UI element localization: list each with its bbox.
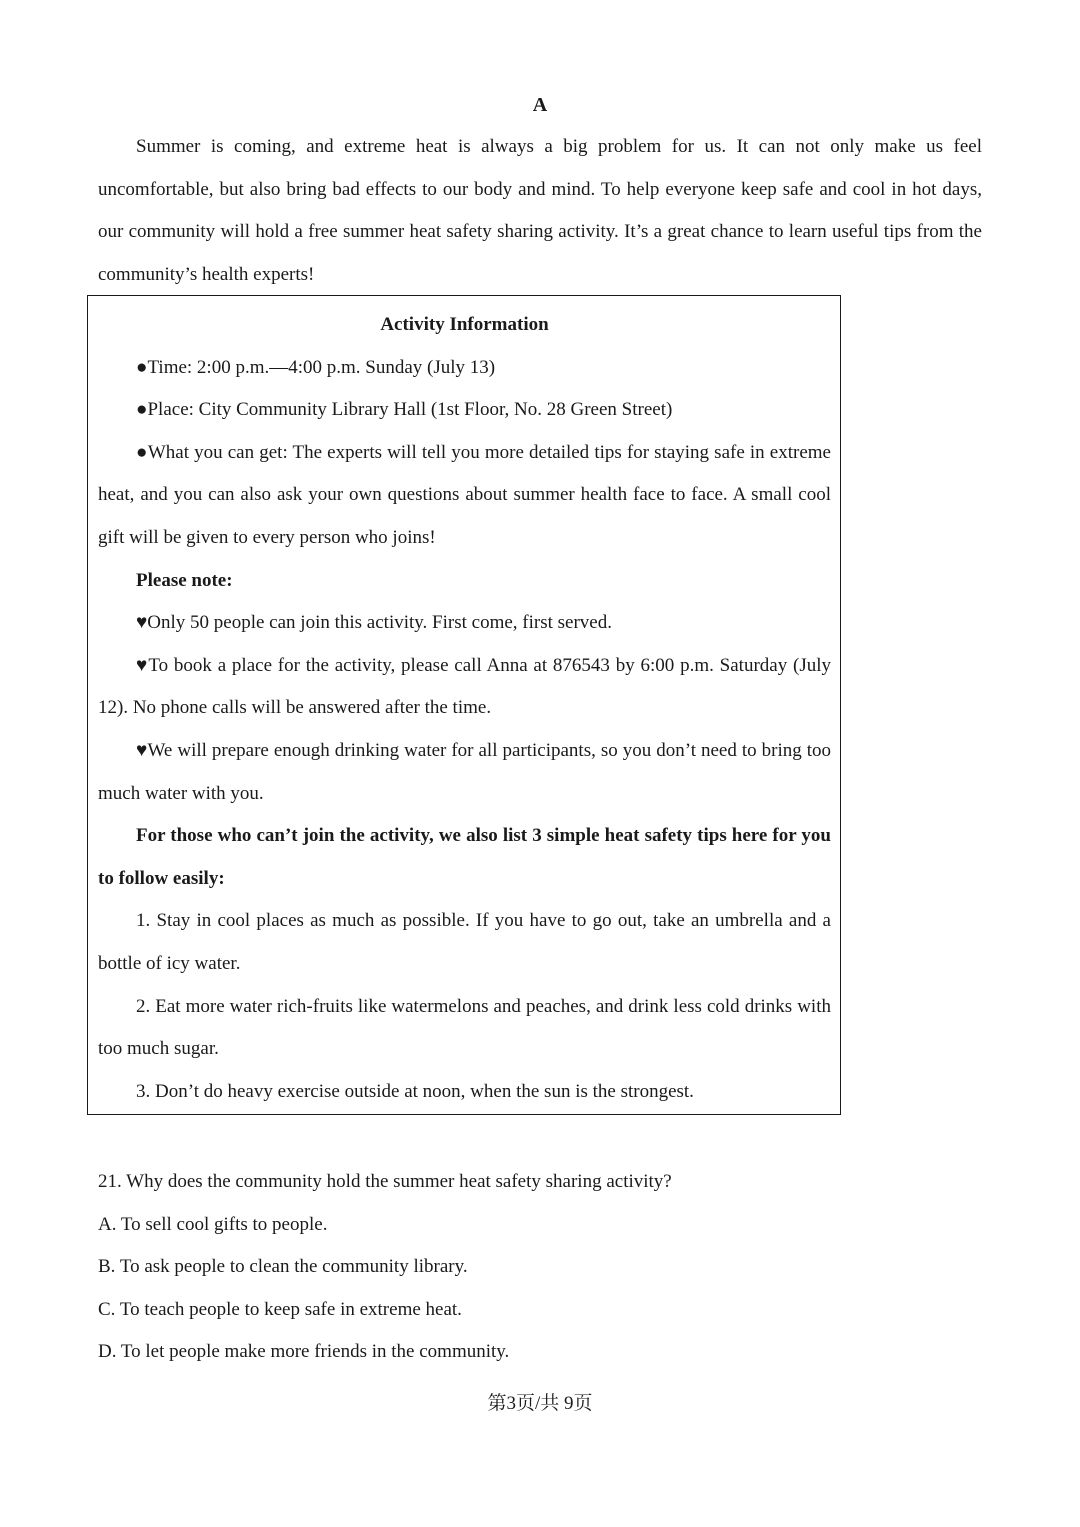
question-21	[98, 1161, 982, 1374]
note-item: ♥We will prepare enough drinking water for all participants, so you don’t need to bring too much water with you.	[98, 739, 831, 804]
answer-option-d: D. To let people make more friends in the community.	[98, 1341, 510, 1362]
section-heading: A	[532, 94, 548, 116]
page-number-footer: 第3页/共 9页	[487, 1393, 593, 1414]
question-stem: 21. Why does the community hold the summer heat safety sharing activity?	[98, 1171, 672, 1192]
activity-info-box	[87, 295, 841, 1115]
benefit-item: ●What you can get: The experts will tell you more detailed tips for staying safe in extreme heat, and you can also ask your own questions about summer health face to face. A small cool gift will be given to every person who joins!	[98, 441, 831, 548]
box-title: Activity Information	[380, 314, 549, 335]
activity-info-content	[98, 304, 831, 1113]
note-heading: Please note:	[136, 569, 233, 591]
note-item: ♥Only 50 people can join this activity. First come, first served.	[136, 612, 612, 634]
tip-item: 1. Stay in cool places as much as possible. If you have to go out, take an umbrella and a bottle of icy water.	[98, 910, 831, 974]
place-item: ●Place: City Community Library Hall (1st Floor, No. 28 Green Street)	[136, 399, 673, 421]
tips-heading: For those who can’t join the activity, we also list 3 simple heat safety tips here for you to follow easily:	[98, 825, 831, 889]
time-item: ●Time: 2:00 p.m.—4:00 p.m. Sunday (July 13)	[136, 356, 496, 378]
intro-paragraph: Summer is coming, and extreme heat is always a big problem for us. It can not only make us feel uncomfortable, but also bring bad effects to our body and mind. To help everyone keep safe and cool in hot days, our community will hold a free summer heat safety sharing activity. It’s a great chance to learn useful tips from the community’s health experts!	[98, 136, 982, 285]
answer-option-b: B. To ask people to clean the community library.	[98, 1256, 468, 1277]
answer-option-c: C. To teach people to keep safe in extreme heat.	[98, 1298, 462, 1320]
note-item: ♥To book a place for the activity, please call Anna at 876543 by 6:00 p.m. Saturday (July 12). No phone calls will be answered after the time.	[98, 654, 831, 719]
tip-item: 2. Eat more water rich-fruits like watermelons and peaches, and drink less cold drinks with too much sugar.	[98, 995, 831, 1060]
answer-option-a: A. To sell cool gifts to people.	[98, 1213, 328, 1235]
tip-item: 3. Don’t do heavy exercise outside at noon, when the sun is the strongest.	[136, 1080, 694, 1102]
